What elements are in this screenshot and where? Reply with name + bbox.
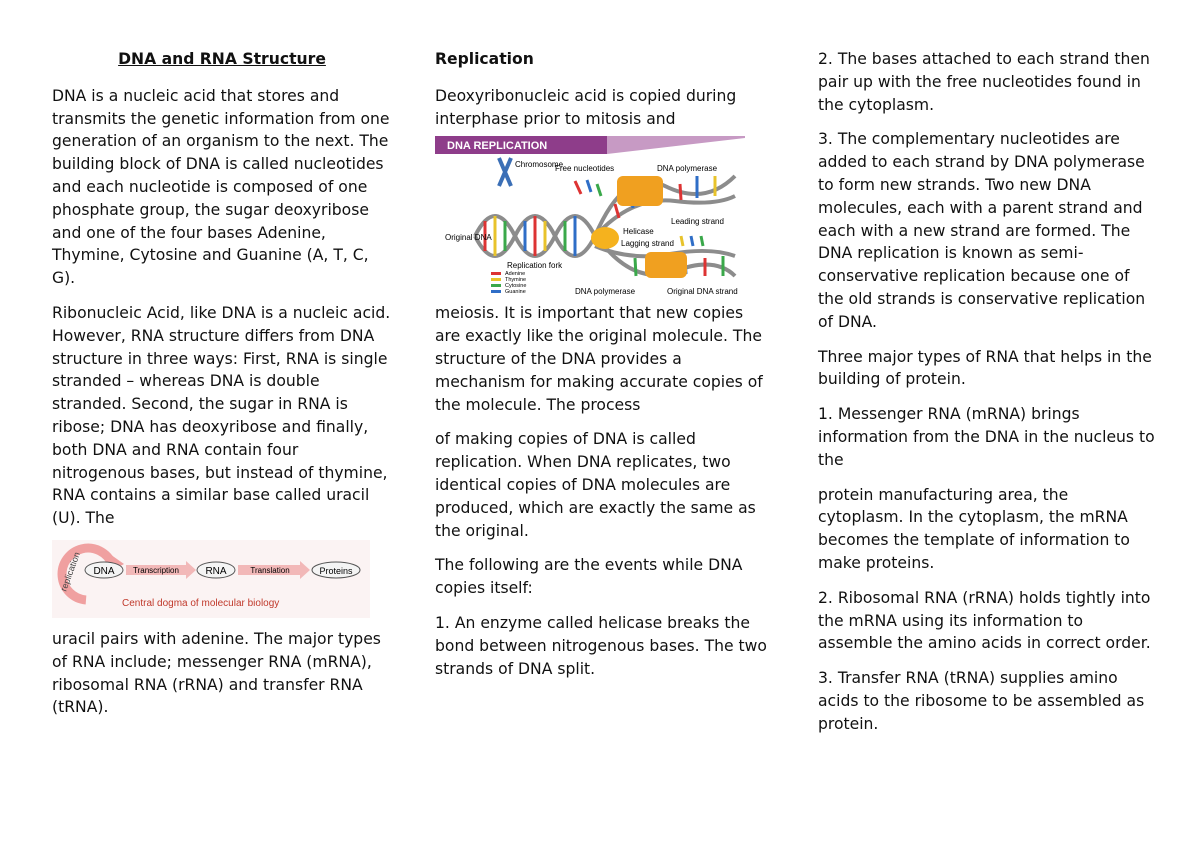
paragraph: Ribonucleic Acid, like DNA is a nucleic acid. However, RNA structure differs from DNA structure in three ways: First, RNA is single stranded – whereas DNA is double stranded. Second, the sugar in RNA is ribose; DNA has deoxyribose and finally, both DNA and RNA contain four nitrogenous bases, but instead of thymine, RNA contains a similar base called uracil (U). The [52,303,391,528]
replication-fork-label: Replication fork [507,261,563,271]
paragraph: Deoxyribonucleic acid is copied during interphase prior to mitosis and [435,86,737,128]
dna-node: DNA [93,565,115,577]
translation-label: Translation [250,565,290,575]
legend-item: Guanine [505,289,526,296]
polymerase-bottom-shape [645,252,687,278]
paragraph: The following are the events while DNA copies itself: [435,556,743,598]
paragraph: 1. An enzyme called helicase breaks the bond between nitrogenous bases. The two strands of DNA split. [435,613,767,678]
paragraph: DNA is a nucleic acid that stores and transmits the genetic information from one generation of an organism to the next. The building block of DNA is called nucleotides and each nucleotide is composed of one phosphate group, the sugar deoxyribose and one of the four bases Adenine, Thymine, Cytosine and Guanine (A, T, C, G). [52,86,390,288]
polymerase-top-shape [617,176,663,206]
proteins-node: Proteins [319,565,353,576]
free-nucleotides-label: Free nucleotides [555,164,615,174]
section-title: DNA and RNA Structure [118,50,326,68]
helicase-shape [591,227,619,249]
chromosome-label: Chromosome [515,160,564,170]
central-dogma-figure [52,540,370,618]
original-dna-label: Original DNA [445,233,492,243]
paragraph: 3. The complementary nucleotides are added to each strand by DNA polymerase to form new strands. Two new DNA molecules, each with a parent strand and each with a new strand are formed. The DNA replication is known as semi-conservative replication because one of the old strands is conservative replication of DNA. [818,130,1146,331]
leading-strand-label: Leading strand [671,217,724,227]
figure-banner: DNA REPLICATION [447,140,548,153]
dna-polymerase-top-label: DNA polymerase [657,164,718,174]
dna-replication-figure [435,136,745,296]
column-rna-types [818,48,1156,748]
replication-label: replication [58,550,82,593]
section-title: Replication [435,50,534,68]
column-replication [435,48,770,692]
legend-item: Thymine [505,277,527,284]
rna-node: RNA [205,565,227,577]
paragraph: 2. Ribosomal RNA (rRNA) holds tightly into the mRNA using its information to assemble the amino acids in correct order. [818,588,1151,653]
transcription-label: Transcription [133,565,179,575]
original-dna-strand-label: Original DNA strand [667,287,738,297]
paragraph: 1. Messenger RNA (mRNA) brings information from the DNA in the nucleus to the [818,405,1155,469]
paragraph: Three major types of RNA that helps in the building of protein. [818,347,1152,389]
legend-item: Adenine [505,271,526,278]
dna-polymerase-bottom-label: DNA polymerase [575,287,636,297]
paragraph: meiosis. It is important that new copies are exactly like the original molecule. The structure of the DNA provides a mechanism for making accurate copies of the molecule. The process [435,304,763,414]
figure-caption: Central dogma of molecular biology [122,597,280,609]
paragraph: 2. The bases attached to each strand then pair up with the free nucleotides found in the cytoplasm. [818,50,1150,114]
legend-item: Cytosine [505,283,527,290]
helicase-label: Helicase [623,227,654,237]
lagging-strand-label: Lagging strand [621,239,674,249]
paragraph: protein manufacturing area, the cytoplasm. In the cytoplasm, the mRNA becomes the template of information to make proteins. [818,485,1130,572]
paragraph: 3. Transfer RNA (tRNA) supplies amino acids to the ribosome to be assembled as protein. [818,669,1145,733]
paragraph: of making copies of DNA is called replication. When DNA replicates, two identical copies of DNA molecules are produced, which are exactly the same as the original. [435,430,756,540]
column-dna-rna-structure [52,48,392,731]
paragraph: uracil pairs with adenine. The major types of RNA include; messenger RNA (mRNA), ribosomal RNA (rRNA) and transfer RNA (tRNA). [52,629,381,717]
